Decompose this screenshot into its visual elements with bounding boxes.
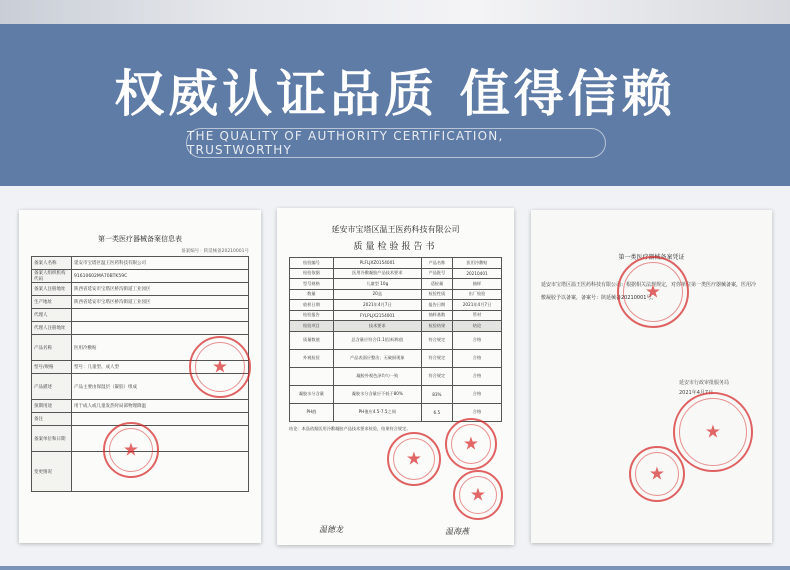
table-row: 检验报告 FYLPLJX2154001 抽样基数 管材 (290, 310, 502, 321)
red-seal-icon (629, 446, 685, 502)
table-row: 代理人 (32, 309, 249, 322)
issue-date: 2021年4月7日 (679, 390, 714, 396)
red-seal-icon (103, 422, 159, 478)
table-row: 备注 (32, 413, 249, 426)
table-row: 型号/规格 型号：儿童型、成人型 (32, 361, 249, 374)
table-row: 预期用途 用于成人或儿童发热时局部物理降温 (32, 400, 249, 413)
doc3-title: 第一类医疗器械备案凭证 (618, 254, 685, 261)
table-row: PH值 PH值应4.5-7.5之间 6.5 合格 (290, 403, 502, 421)
table-row: 备案人组织机构代码 91610602MA70BTK59C (32, 270, 249, 283)
table-row: 外观检验 产品表面应整洁；无破损现象 符合规定 合格 (290, 349, 502, 367)
bottom-border (0, 566, 790, 570)
table-row: 检验编号 PLFLJXZ0154001 产品名称 医用冷敷贴 (290, 258, 502, 269)
table-row: 质量数值 总含量应符合(1.1倍)标称值 符合规定 合格 (290, 331, 502, 349)
red-seal-icon (387, 432, 441, 486)
table-row: 备案人名称 延安市宝塔区温王医药科技有限公司 (32, 257, 249, 270)
red-seal-icon (453, 470, 503, 520)
signature-1: 温德龙 (319, 525, 343, 534)
inspection-table (289, 257, 502, 422)
doc2-conclusion: 结论：本品依据医用冷敷凝胶产品技术要求检验，结果符合规定。 (289, 425, 411, 431)
table-row: 产品名称 医用冷敷贴 (32, 335, 249, 361)
hero-subtitle: THE QUALITY OF AUTHORITY CERTIFICATION, TRUSTWORTHY (186, 128, 606, 158)
red-seal-icon (617, 256, 689, 328)
table-row: 产品描述 产品主要由保湿层（凝胶）组成 (32, 374, 249, 400)
table-row: 凝胶水分含量 凝胶水分含量应不低于80% 83% 合格 (290, 385, 502, 403)
table-row: 备案人注册地址 陕西省延安市宝塔区桥沟街道工业园区 (32, 283, 249, 296)
registration-certificate-document (531, 210, 772, 543)
table-row: 代理人注册地址 (32, 322, 249, 335)
table-row: 数量 20盒 检验性质 出厂检验 (290, 289, 502, 300)
doc2-title: 质量检验报告书 (353, 242, 438, 252)
hero-banner (0, 24, 790, 186)
doc1-title: 第一类医疗器械备案信息表 (98, 235, 182, 243)
table-row: 检验项目 技术要求 检验结果 结论 (290, 321, 502, 332)
red-seal-icon (189, 336, 251, 398)
table-row: 检验依据 医用冷敷凝胶产品技术要求 产品批号 20210401 (290, 268, 502, 279)
table-row: 凝胶外观色泽均匀一致 符合规定 合格 (290, 367, 502, 385)
hero-title: 权威认证品质 值得信赖 (114, 65, 676, 123)
red-seal-icon (445, 418, 497, 470)
top-photo-strip (0, 0, 790, 24)
red-seal-icon (673, 392, 753, 472)
signature-2: 温海燕 (445, 527, 469, 536)
table-row: 型号规格 儿童型 10g 适检量 抽样 (290, 279, 502, 290)
inspection-report-document (277, 208, 514, 545)
doc3-body: 延安市宝塔区温王医药科技有限公司：根据相关法规规定，对你单位第一类医疗器械备案，医用冷敷凝胶予以备案，备案号：陕延械备20210001号。 (541, 282, 757, 301)
table-row: 变更情况 (32, 452, 249, 492)
doc1-number: 备案编号：陕延械备20210001号 (181, 249, 249, 254)
table-row: 备案单位和日期 (32, 426, 249, 452)
doc2-company: 延安市宝塔区温王医药科技有限公司 (331, 225, 460, 234)
table-row: 收样日期 2021年4月7日 报告日期 2021年4月7日 (290, 300, 502, 311)
table-row: 生产地址 陕西省延安市宝塔区桥沟街道工业园区 (32, 296, 249, 309)
registration-info-document (19, 210, 261, 543)
issuer-name: 延安市行政审批服务局 (679, 380, 730, 386)
